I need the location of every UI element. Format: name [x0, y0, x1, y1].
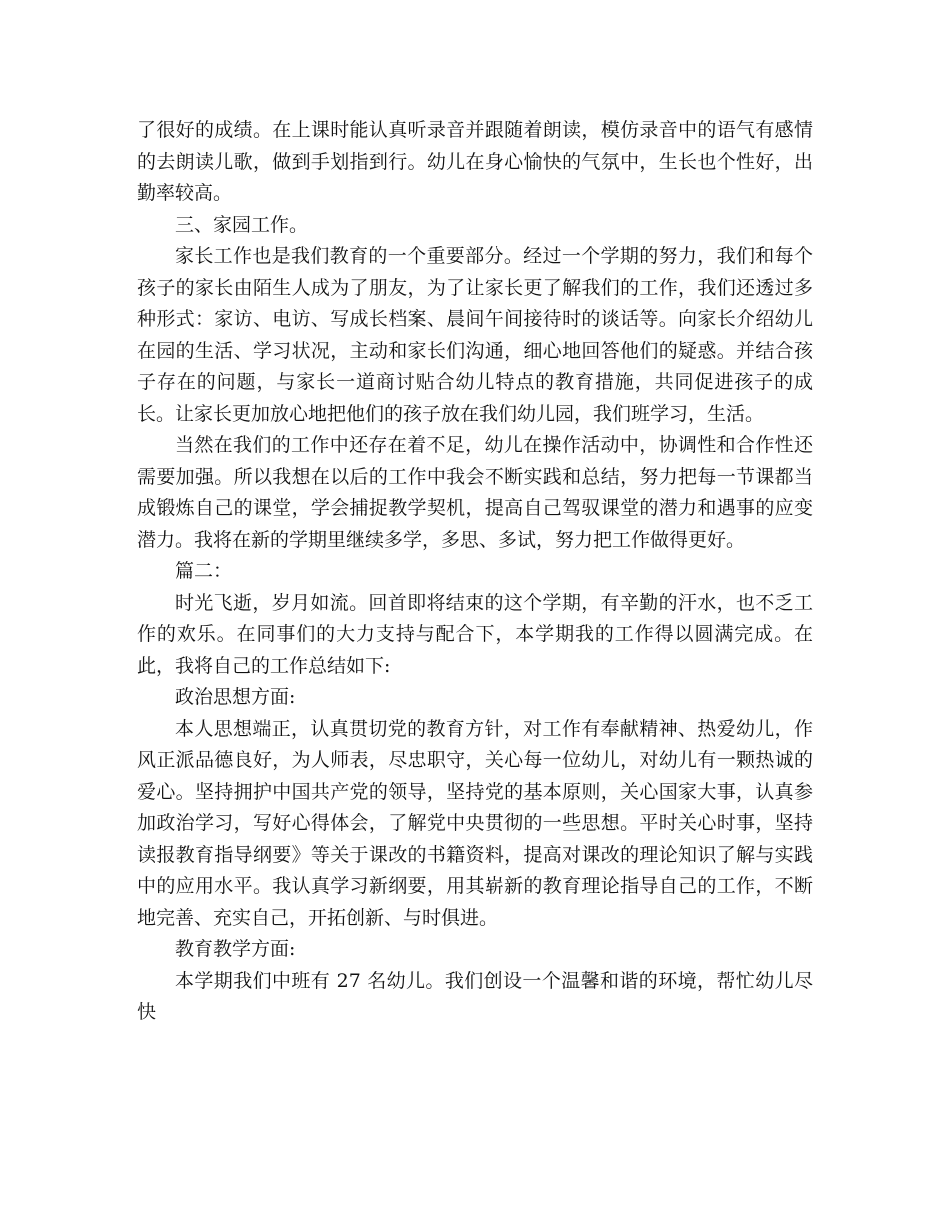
paragraph-parent-work: 家长工作也是我们教育的一个重要部分。经过一个学期的努力，我们和每个孩子的家长由陌生人成为了朋友，为了让家长更了解我们的工作，我们还透过多种形式：家访、电访、写成长档案、晨间午间接待时的谈话等。向家长介绍幼儿在园的生活、学习状况，主动和家长们沟通，细心地回答他们的疑惑。并结合孩子存在的问题，与家长一道商讨贴合幼儿特点的教育措施，共同促进孩子的成长。让家长更加放心地把他们的孩子放在我们幼儿园，我们班学习，生活。: [137, 245, 813, 425]
section-heading-political: 政治思想方面:: [175, 686, 296, 708]
paragraph-continuation: 了很好的成绩。在上课时能认真听录音并跟随着朗读，模仿录音中的语气有感情的去朗读儿歌，做到手划指到行。幼儿在身心愉快的气氛中，生长也个性好，出勤率较高。: [137, 119, 813, 204]
section-heading-teaching: 教育教学方面:: [175, 938, 296, 960]
document-body: [137, 115, 813, 1029]
paragraph-political: 本人思想端正，认真贯切党的教育方针，对工作有奉献精神、热爱幼儿，作风正派品德良好，为人师表，尽忠职守，关心每一位幼儿，对幼儿有一颗热诚的爱心。坚持拥护中国共产党的领导，坚持党的基本原则，关心国家大事，认真参加政治学习，写好心得体会，了解党中央贯彻的一些思想。平时关心时事，坚持读报教育指导纲要》等关于课改的书籍资料，提高对课改的理论知识了解与实践中的应用水平。我认真学习新纲要，用其崭新的教育理论指导自己的工作，不断地完善、充实自己，开拓创新、与时俱进。: [137, 717, 813, 929]
section-heading-home-school: 三、家园工作。: [175, 213, 309, 236]
section-heading-part-two: 篇二：: [175, 560, 233, 582]
paragraph-teaching: 本学期我们中班有 27 名幼儿。我们创设一个温馨和谐的环境，帮忙幼儿尽快: [137, 969, 813, 1023]
paragraph-intro-part-two: 时光飞逝，岁月如流。回首即将结束的这个学期，有辛勤的汗水，也不乏工作的欢乐。在同事们的大力支持与配合下，本学期我的工作得以圆满完成。在此，我将自己的工作总结如下:: [137, 591, 813, 677]
paragraph-shortcomings: 当然在我们的工作中还存在着不足，幼儿在操作活动中，协调性和合作性还需要加强。所以我想在以后的工作中我会不断实践和总结，努力把每一节课都当成锻炼自己的课堂，学会捕捉教学契机，提高自己驾驭课堂的潜力和遇事的应变潜力。我将在新的学期里继续多学，多思、多试，努力把工作做得更好。: [137, 434, 813, 551]
